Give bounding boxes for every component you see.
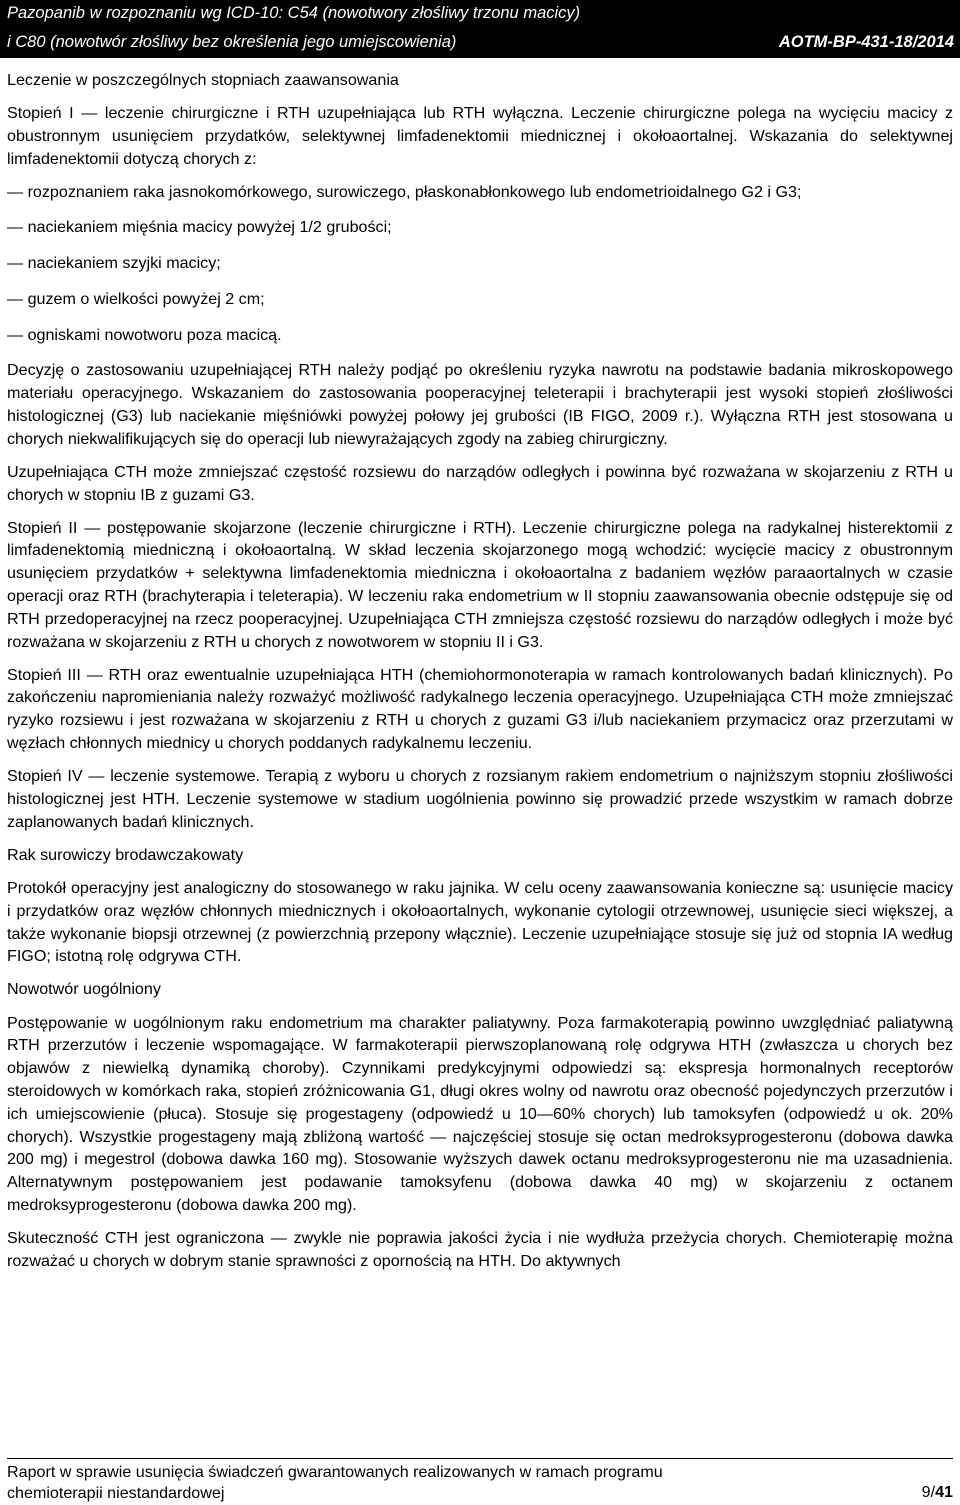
section-heading: Leczenie w poszczególnych stopniach zaawansowania — [7, 71, 399, 89]
page-number — [922, 1483, 953, 1502]
stage2-paragraph: Stopień II — postępowanie skojarzone (leczenie chirurgiczne i RTH). Leczenie chirurgiczne polega na radykalnej histerektomii z limfadenektomią miedniczną i okołoaortalną. W skład leczenia skojarzonego mogą wchodzić: wycięcie macicy z obustronnym usunięciem przydatków + selektywna limfadenektomia miedniczna i okołoaortalna z badaniem węzłów paraaortalnych w czasie operacji oraz RTH (brachyterapia i teleterapia). W leczeniu raka endometrium w II stopniu zaawansowania obecnie odstępuje się od RTH przedoperacyjnej na rzecz pooperacyjnej. Uzupełniająca CTH zmniejsza częstość rozsiewu do narządów odległych i może być rozważana w skojarzeniu z RTH u chorych z nowotworem w stopniu II i G3. — [7, 518, 953, 651]
document-footer — [7, 1462, 953, 1504]
page-current: 9/ — [921, 1483, 936, 1501]
footer-line1: Raport w sprawie usunięcia świadczeń gwarantowanych realizowanych w ramach programu — [7, 1463, 663, 1481]
stage1-paragraph: Stopień I — leczenie chirurgiczne i RTH uzupełniająca lub RTH wyłączna. Leczenie chirurgiczne polega na wycięciu macicy z obustronnym usunięciem przydatków, selektywnej limfadenektomii miednicznej i okołoaortalnej. Wskazania do selektywnej limfadenektomii dotyczą chorych z: — [7, 104, 953, 168]
generalized-heading: Nowotwór uogólniony — [7, 980, 161, 999]
document-body — [7, 69, 953, 1283]
indications-list — [7, 181, 953, 347]
list-item: — naciekaniem szyjki macicy; — [7, 254, 221, 273]
list-item: — ogniskami nowotworu poza macicą. — [7, 325, 282, 344]
stage4-paragraph: Stopień IV — leczenie systemowe. Terapią z wyboru u chorych z rozsianym rakiem endometrium o najniższym stopniu złośliwości histologicznej jest HTH. Leczenie systemowe w stadium uogólnienia powinno się prowadzić przede wszystkim w ramach dobrze zaplanowanych badań klinicznych. — [7, 767, 953, 831]
document-code: AOTM-BP-431-18/2014 — [778, 33, 954, 51]
stage3-paragraph: Stopień III — RTH oraz ewentualnie uzupełniająca HTH (chemiohormonoterapia w ramach kontrolowanych badań klinicznych). Po zakończeniu napromieniania należy rozważyć możliwość radykalnego leczenia operacyjnego. Uzupełniająca CTH może zmniejszać ryzyko rozsiewu i jest rozważana w skojarzeniu z RTH u chorych z guzami G3 i/lub naciekaniem przymacicz oraz przerzutami w węzłach chłonnych miednicy u chorych poddanych radykalnemu leczeniu. — [7, 665, 953, 753]
stage1-cth-paragraph: Uzupełniająca CTH może zmniejszać częstość rozsiewu do narządów odległych i powinna być rozważana w skojarzeniu z RTH u chorych w stopniu IB z guzami G3. — [7, 462, 953, 504]
document-header — [0, 0, 960, 58]
stage1-rth-paragraph: Decyzję o zastosowaniu uzupełniającej RTH należy podjąć po określeniu ryzyka nawrotu na podstawie badania mikroskopowego materiału operacyjnego. Wskazaniem do zastosowania pooperacyjnej teleterapii i brachyterapii jest wysoki stopień złośliwości histologicznej (G3) lub naciekanie mięśniówki powyżej połowy jej grubości (IB FIGO, 2009 r.). Wyłączna RTH jest stosowana u chorych niekwalifikujących się do operacji lub niewyrażających zgody na zabieg chirurgiczny. — [7, 361, 953, 448]
list-item: — naciekaniem mięśnia macicy powyżej 1/2 grubości; — [7, 218, 392, 237]
page-total: 41 — [935, 1483, 953, 1501]
serous-heading: Rak surowiczy brodawczakowaty — [7, 845, 244, 864]
footer-line2: chemioterapii niestandardowej — [7, 1484, 225, 1502]
generalized-paragraph: Postępowanie w uogólnionym raku endometrium ma charakter paliatywny. Poza farmakoterapią powinno uwzględniać paliatywną RTH przerzutów i leczenie wspomagające. W farmakoterapii pierwszoplanowaną rolę odgrywa HTH (zwłaszcza u chorych bez objawów z niewielką dynamiką choroby). Czynnikami predykcyjnymi odpowiedzi są: ekspresja hormonalnych receptorów steroidowych w komórkach raka, stopień zróżnicowania G1, długi okres wolny od nawrotu oraz obecność pojedynczych przerzutów i ich umiejscowienie (płuca). Stosuje się progestageny (odpowiedź u 10—60% chorych) lub tamoksyfen (odpowiedź u ok. 20% chorych). Wszystkie progestageny mają zbliżoną wartość — najczęściej stosuje się octan medroksyprogesteronu (dobowa dawka 200 mg) i megestrol (dobowa dawka 160 mg). Stosowanie wyższych dawek octanu medroksyprogesteronu nie ma uzasadnienia. Alternatywnym postępowaniem jest podawanie tamoksyfenu (dobowa dawka 40 mg) w skojarzeniu z octanem medroksyprogesteronu (dobowa dawka 200 mg). — [7, 1013, 953, 1214]
header-title-line1: Pazopanib w rozpoznaniu wg ICD-10: C54 (nowotwory złośliwy trzonu macicy) — [7, 4, 581, 22]
serous-paragraph: Protokół operacyjny jest analogiczny do stosowanego w raku jajnika. W celu oceny zaawansowania konieczne są: usunięcie macicy i przydatków oraz węzłów chłonnych miednicznych i okołoaortalnych, wykonanie cytologii otrzewnowej, usunięcie sieci większej, a także wykonanie biopsji otrzewnej (z powierzchnią przepony włącznie). Leczenie uzupełniające stosuje się już od stopnia IA według FIGO; istotną rolę odgrywa CTH. — [7, 878, 953, 966]
header-title-line2: i C80 (nowotwór złośliwy bez określenia jego umiejscowienia) — [7, 33, 457, 51]
cth-paragraph: Skuteczność CTH jest ograniczona — zwykle nie poprawia jakości życia i nie wydłuża przeżycia chorych. Chemioterapię można rozważać u chorych w dobrym stanie sprawności z opornością na HTH. Do aktywnych — [7, 1228, 953, 1270]
list-item: — rozpoznaniem raka jasnokomórkowego, surowiczego, płaskonabłonkowego lub endometrioidalnego G2 i G3; — [7, 182, 802, 201]
list-item: — guzem o wielkości powyżej 2 cm; — [7, 289, 265, 308]
footer-divider — [7, 1458, 953, 1459]
